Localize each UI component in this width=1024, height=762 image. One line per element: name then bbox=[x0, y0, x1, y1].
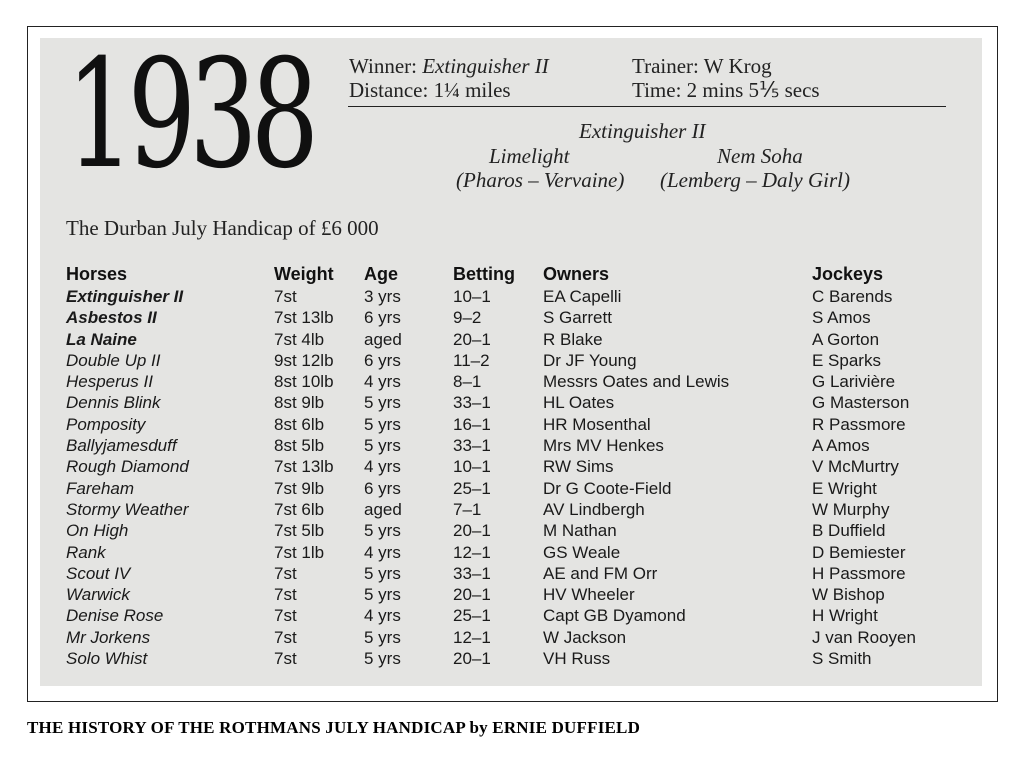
betting-cell: 25–1 bbox=[453, 606, 491, 626]
column-header-horse: Horses bbox=[66, 264, 128, 284]
jockey-cell: S Amos bbox=[812, 308, 871, 328]
weight-cell: 7st bbox=[274, 287, 297, 306]
column-betting bbox=[453, 262, 515, 669]
horse-cell: Double Up II bbox=[66, 350, 161, 370]
age-cell: 6 yrs bbox=[364, 478, 401, 498]
pedigree-horse: Extinguisher II bbox=[579, 119, 706, 143]
betting-cell: 11–2 bbox=[453, 350, 490, 370]
weight-cell: 9st 12lb bbox=[274, 350, 334, 370]
age-cell: 5 yrs bbox=[364, 585, 401, 605]
weight-cell: 7st 4lb bbox=[274, 329, 325, 349]
jockey-cell: R Passmore bbox=[812, 414, 906, 434]
betting-cell: 20–1 bbox=[453, 329, 491, 349]
age-cell: 5 yrs bbox=[364, 563, 401, 583]
jockey-cell: D Bemiester bbox=[812, 542, 906, 562]
weight-cell: 7st 13lb bbox=[274, 457, 334, 477]
time-line bbox=[632, 78, 820, 102]
weight-cell: 7st bbox=[274, 585, 297, 605]
pedigree-dam: Nem Soha bbox=[717, 144, 803, 168]
time-label: Time: bbox=[632, 78, 682, 102]
jockey-cell: V McMurtry bbox=[812, 457, 899, 477]
owner-cell: HV Wheeler bbox=[543, 585, 635, 605]
age-cell: 4 yrs bbox=[364, 542, 401, 562]
horse-cell: Extinguisher II bbox=[66, 287, 184, 306]
betting-cell: 20–1 bbox=[453, 649, 491, 669]
jockey-cell: A Gorton bbox=[812, 329, 880, 349]
age-cell: 3 yrs bbox=[364, 287, 401, 306]
weight-cell: 7st bbox=[274, 627, 297, 647]
age-cell: 6 yrs bbox=[364, 308, 401, 328]
age-cell: 5 yrs bbox=[364, 627, 401, 647]
distance-label: Distance: bbox=[349, 78, 429, 102]
age-cell: 5 yrs bbox=[364, 414, 401, 434]
horse-cell: Scout IV bbox=[66, 563, 131, 583]
column-header-betting: Betting bbox=[453, 264, 515, 284]
horse-cell: Solo Whist bbox=[66, 649, 148, 669]
betting-cell: 7–1 bbox=[453, 499, 482, 519]
jockey-cell: C Barends bbox=[812, 287, 893, 306]
weight-cell: 8st 10lb bbox=[274, 372, 334, 392]
betting-cell: 8–1 bbox=[453, 372, 482, 392]
column-owners bbox=[543, 262, 729, 669]
age-cell: 4 yrs bbox=[364, 372, 401, 392]
weight-cell: 7st 13lb bbox=[274, 308, 334, 328]
pedigree-dam-parents: (Lemberg – Daly Girl) bbox=[660, 168, 850, 192]
distance-line bbox=[349, 78, 511, 102]
betting-cell: 9–2 bbox=[453, 308, 482, 328]
pedigree-sire: Limelight bbox=[489, 144, 570, 168]
owner-cell: VH Russ bbox=[543, 649, 611, 669]
weight-cell: 7st 1lb bbox=[274, 542, 325, 562]
weight-cell: 7st 9lb bbox=[274, 478, 325, 498]
owner-cell: AV Lindbergh bbox=[543, 499, 645, 519]
horse-cell: Stormy Weather bbox=[66, 499, 189, 519]
horse-cell: Rough Diamond bbox=[66, 457, 189, 477]
jockey-cell: H Wright bbox=[812, 606, 878, 626]
jockey-cell: A Amos bbox=[812, 436, 870, 456]
jockey-cell: B Duffield bbox=[812, 521, 886, 541]
age-cell: aged bbox=[364, 499, 402, 519]
race-year: 1938 bbox=[66, 28, 313, 202]
horse-cell: Hesperus II bbox=[66, 372, 153, 392]
age-cell: 5 yrs bbox=[364, 436, 401, 456]
horse-cell: Ballyjamesduff bbox=[66, 436, 177, 456]
horse-cell: Asbestos II bbox=[66, 308, 157, 328]
weight-cell: 8st 5lb bbox=[274, 436, 325, 456]
owner-cell: Dr G Coote-Field bbox=[543, 478, 672, 498]
weight-cell: 7st 6lb bbox=[274, 499, 325, 519]
jockey-cell: W Bishop bbox=[812, 585, 885, 605]
jockey-cell: J van Rooyen bbox=[812, 627, 916, 647]
weight-cell: 7st bbox=[274, 606, 297, 626]
weight-cell: 8st 9lb bbox=[274, 393, 325, 413]
age-cell: 5 yrs bbox=[364, 649, 401, 669]
betting-cell: 10–1 bbox=[453, 287, 491, 306]
horse-cell: Pomposity bbox=[66, 414, 146, 434]
jockey-cell: H Passmore bbox=[812, 563, 906, 583]
column-header-age: Age bbox=[364, 264, 399, 284]
horse-cell: La Naine bbox=[66, 329, 137, 349]
trainer-line bbox=[632, 54, 772, 78]
owner-cell: HR Mosenthal bbox=[543, 414, 651, 434]
weight-cell: 7st 5lb bbox=[274, 521, 325, 541]
owner-cell: RW Sims bbox=[543, 457, 614, 477]
column-horses bbox=[66, 262, 189, 669]
column-jockeys bbox=[812, 262, 916, 669]
column-age bbox=[364, 262, 402, 669]
pedigree-sire-parents: (Pharos – Vervaine) bbox=[456, 168, 625, 192]
horse-cell: Rank bbox=[66, 542, 106, 562]
weight-cell: 8st 6lb bbox=[274, 414, 325, 434]
column-header-weight: Weight bbox=[274, 264, 334, 284]
footer-credit: THE HISTORY OF THE ROTHMANS JULY HANDICAP by ERNIE DUFFIELD bbox=[27, 718, 641, 737]
owner-cell: HL Oates bbox=[543, 393, 615, 413]
winner-label: Winner: bbox=[349, 54, 417, 78]
winner-name: Extinguisher II bbox=[422, 54, 549, 78]
age-cell: aged bbox=[364, 329, 402, 349]
time-value: 2 mins 5⅕ secs bbox=[686, 78, 820, 102]
age-cell: 5 yrs bbox=[364, 521, 401, 541]
horse-cell: Warwick bbox=[66, 585, 130, 605]
owner-cell: Messrs Oates and Lewis bbox=[543, 372, 730, 392]
owner-cell: GS Weale bbox=[543, 542, 621, 562]
column-header-owner: Owners bbox=[543, 264, 610, 284]
horse-cell: Fareham bbox=[66, 478, 135, 498]
owner-cell: Dr JF Young bbox=[543, 350, 637, 370]
header-rule bbox=[348, 106, 946, 107]
column-header-jockey: Jockeys bbox=[812, 264, 884, 284]
jockey-cell: G Larivière bbox=[812, 372, 896, 392]
trainer-label: Trainer: bbox=[632, 54, 699, 78]
jockey-cell: E Wright bbox=[812, 478, 877, 498]
jockey-cell: G Masterson bbox=[812, 393, 910, 413]
weight-cell: 7st bbox=[274, 563, 297, 583]
betting-cell: 10–1 bbox=[453, 457, 491, 477]
horse-cell: Denise Rose bbox=[66, 606, 164, 626]
age-cell: 6 yrs bbox=[364, 350, 401, 370]
owner-cell: W Jackson bbox=[543, 627, 627, 647]
betting-cell: 12–1 bbox=[453, 627, 491, 647]
betting-cell: 20–1 bbox=[453, 585, 491, 605]
owner-cell: R Blake bbox=[543, 329, 603, 349]
betting-cell: 33–1 bbox=[453, 436, 491, 456]
trainer-name: W Krog bbox=[703, 54, 772, 78]
horse-cell: Mr Jorkens bbox=[66, 627, 151, 647]
column-weight bbox=[274, 262, 334, 669]
owner-cell: EA Capelli bbox=[543, 287, 622, 306]
owner-cell: Capt GB Dyamond bbox=[543, 606, 686, 626]
betting-cell: 33–1 bbox=[453, 393, 491, 413]
race-title: The Durban July Handicap of £6 000 bbox=[66, 216, 379, 240]
owner-cell: Mrs MV Henkes bbox=[543, 436, 664, 456]
horse-cell: Dennis Blink bbox=[66, 393, 161, 413]
jockey-cell: E Sparks bbox=[812, 350, 881, 370]
horse-cell: On High bbox=[66, 521, 129, 541]
age-cell: 4 yrs bbox=[364, 606, 401, 626]
distance-value: 1¼ miles bbox=[433, 78, 511, 102]
jockey-cell: S Smith bbox=[812, 649, 872, 669]
owner-cell: AE and FM Orr bbox=[543, 563, 658, 583]
betting-cell: 12–1 bbox=[453, 542, 491, 562]
weight-cell: 7st bbox=[274, 649, 297, 669]
owner-cell: S Garrett bbox=[543, 308, 612, 328]
age-cell: 5 yrs bbox=[364, 393, 401, 413]
owner-cell: M Nathan bbox=[543, 521, 617, 541]
betting-cell: 33–1 bbox=[453, 563, 491, 583]
jockey-cell: W Murphy bbox=[812, 499, 890, 519]
betting-cell: 16–1 bbox=[453, 414, 491, 434]
age-cell: 4 yrs bbox=[364, 457, 401, 477]
betting-cell: 25–1 bbox=[453, 478, 491, 498]
betting-cell: 20–1 bbox=[453, 521, 491, 541]
winner-line bbox=[349, 54, 549, 78]
